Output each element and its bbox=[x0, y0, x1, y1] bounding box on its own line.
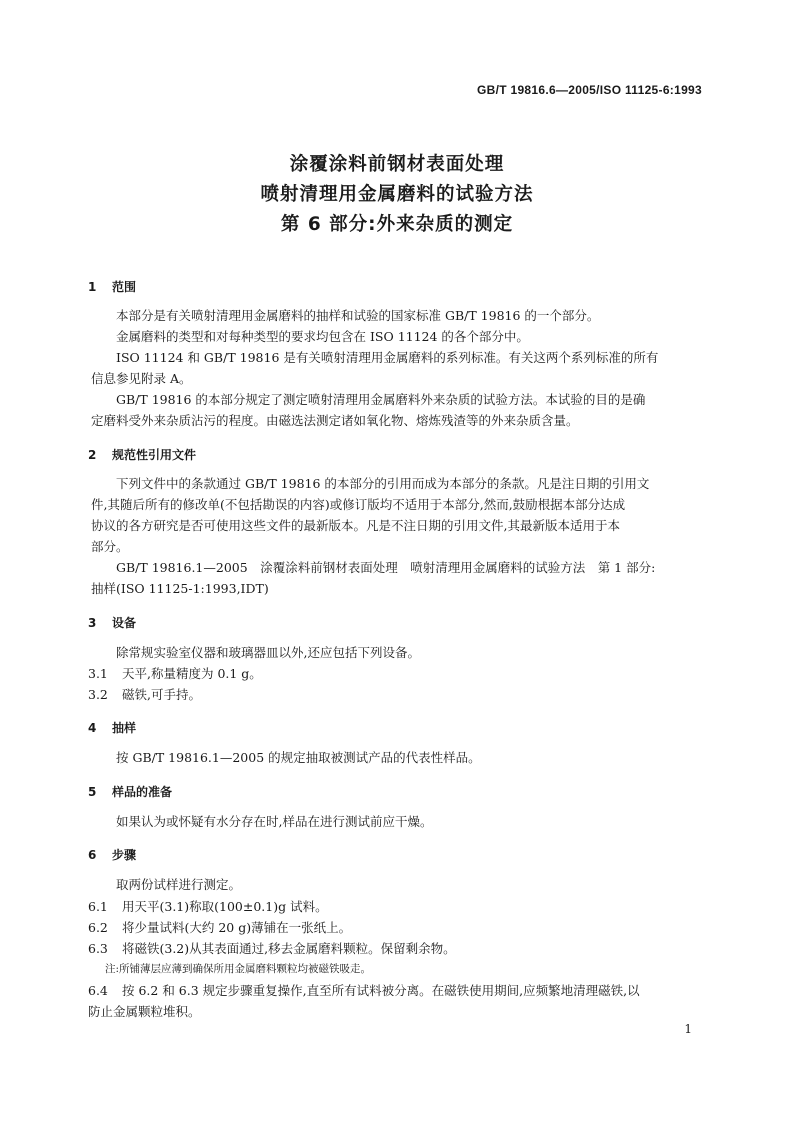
section-number: 1 bbox=[88, 280, 97, 294]
section-4-heading bbox=[88, 719, 136, 736]
section-5-heading bbox=[88, 783, 172, 800]
clause-text: 磁铁,可手持。 bbox=[122, 687, 201, 702]
section-1-heading bbox=[88, 278, 136, 295]
paragraph: 如果认为或怀疑有水分存在时,样品在进行测试前应干燥。 bbox=[116, 814, 433, 829]
section-number: 3 bbox=[88, 616, 97, 630]
page-number: 1 bbox=[684, 1022, 692, 1036]
section-number: 6 bbox=[88, 848, 97, 862]
paragraph: 下列文件中的条款通过 GB/T 19816 的本部分的引用而成为本部分的条款。凡是注日期的引用文 bbox=[116, 476, 650, 491]
paragraph: 取两份试样进行测定。 bbox=[116, 877, 242, 892]
reference-entry-continuation: 抽样(ISO 11125-1:1993,IDT) bbox=[91, 581, 269, 596]
clause-number: 3.1 bbox=[88, 666, 108, 681]
clause-number: 6.4 bbox=[88, 983, 108, 998]
paragraph-continuation: 信息参见附录 A。 bbox=[91, 371, 192, 386]
reference-entry: GB/T 19816.1—2005 涂覆涂料前钢材表面处理 喷射清理用金属磨料的试验方法 第 1 部分: bbox=[116, 560, 656, 575]
paragraph: ISO 11124 和 GB/T 19816 是有关喷射清理用金属磨料的系列标准。有关这两个系列标准的所有 bbox=[116, 350, 659, 365]
clause-6-3 bbox=[88, 938, 456, 959]
section-title: 范围 bbox=[112, 280, 137, 294]
clause-3-1 bbox=[88, 663, 262, 684]
clause-3-2 bbox=[88, 684, 201, 705]
note: 注:所铺薄层应薄到确保所用金属磨料颗粒均被磁铁吸走。 bbox=[105, 963, 372, 975]
clause-text: 用天平(3.1)称取(100±0.1)g 试料。 bbox=[122, 899, 328, 914]
paragraph-continuation: 协议的各方研究是否可使用这些文件的最新版本。凡是不注日期的引用文件,其最新版本适用于本 bbox=[91, 518, 620, 533]
section-2-heading bbox=[88, 446, 196, 463]
clause-number: 6.1 bbox=[88, 899, 108, 914]
clause-6-2 bbox=[88, 917, 351, 938]
paragraph-continuation: 件,其随后所有的修改单(不包括勘误的内容)或修订版均不适用于本部分,然而,鼓励根据本部分达成 bbox=[91, 497, 626, 512]
section-number: 5 bbox=[88, 785, 97, 799]
clause-6-1 bbox=[88, 896, 328, 917]
section-title: 规范性引用文件 bbox=[112, 448, 197, 462]
clause-number: 3.2 bbox=[88, 687, 108, 702]
paragraph: 除常规实验室仪器和玻璃器皿以外,还应包括下列设备。 bbox=[116, 645, 420, 660]
section-6-heading bbox=[88, 846, 136, 863]
section-title: 样品的准备 bbox=[112, 785, 173, 799]
clause-text: 将少量试料(大约 20 g)薄铺在一张纸上。 bbox=[122, 920, 352, 935]
clause-text: 按 6.2 和 6.3 规定步骤重复操作,直至所有试料被分离。在磁铁使用期间,应频繁地清理磁铁,以 bbox=[122, 983, 640, 998]
paragraph: 金属磨料的类型和对每种类型的要求均包含在 ISO 11124 的各个部分中。 bbox=[116, 329, 529, 344]
paragraph-continuation: 定磨料受外来杂质沾污的程度。由磁选法测定诸如氧化物、熔炼残渣等的外来杂质含量。 bbox=[91, 413, 579, 428]
clause-number: 6.2 bbox=[88, 920, 108, 935]
title-line-1: 涂覆涂料前钢材表面处理 bbox=[289, 154, 505, 175]
section-number: 4 bbox=[88, 721, 97, 735]
paragraph: 按 GB/T 19816.1—2005 的规定抽取被测试产品的代表性样品。 bbox=[116, 750, 481, 765]
section-title: 抽样 bbox=[112, 721, 137, 735]
paragraph: 本部分是有关喷射清理用金属磨料的抽样和试验的国家标准 GB/T 19816 的一个部分。 bbox=[116, 308, 600, 323]
clause-continuation: 防止金属颗粒堆积。 bbox=[88, 1004, 201, 1019]
clause-6-4 bbox=[88, 980, 640, 1001]
section-title: 步骤 bbox=[112, 848, 137, 862]
paragraph: GB/T 19816 的本部分规定了测定喷射清理用金属磨料外来杂质的试验方法。本试验的目的是确 bbox=[116, 392, 646, 407]
section-3-heading bbox=[88, 614, 136, 631]
clause-text: 天平,称量精度为 0.1 g。 bbox=[122, 666, 262, 681]
paragraph-continuation: 部分。 bbox=[91, 539, 129, 554]
section-number: 2 bbox=[88, 448, 97, 462]
title-line-3: 第 6 部分:外来杂质的测定 bbox=[280, 214, 514, 235]
clause-text: 将磁铁(3.2)从其表面通过,移去金属磨料颗粒。保留剩余物。 bbox=[122, 941, 456, 956]
title-line-2: 喷射清理用金属磨料的试验方法 bbox=[260, 184, 534, 205]
standard-code: GB/T 19816.6—2005/ISO 11125-6:1993 bbox=[476, 83, 702, 97]
section-title: 设备 bbox=[112, 616, 137, 630]
clause-number: 6.3 bbox=[88, 941, 108, 956]
